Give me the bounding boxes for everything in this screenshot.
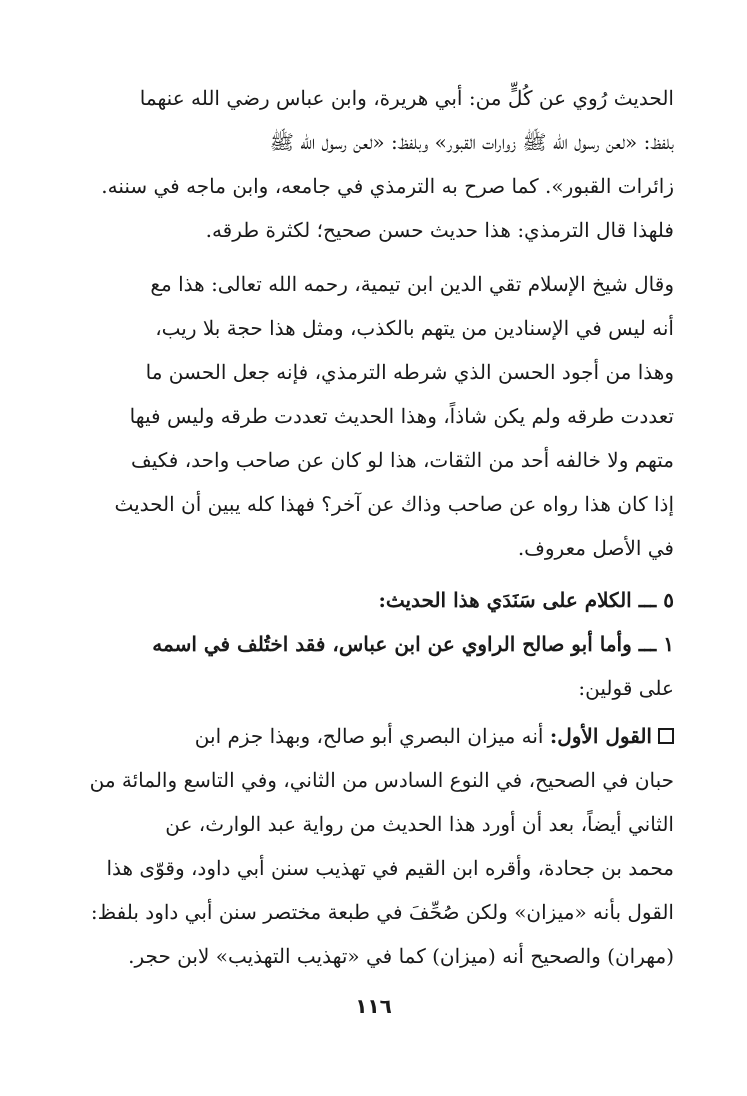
first-opinion-text: أنه ميزان البصري أبو صالح، وبهذا جزم ابن	[194, 724, 544, 748]
first-opinion-line	[74, 714, 674, 758]
text-line: وقال شيخ الإسلام تقي الدين ابن تيمية، رحمه الله تعالى: هذا مع	[150, 272, 674, 296]
page-number: ١١٦	[355, 994, 392, 1018]
text-line: على قولين:	[578, 676, 674, 700]
first-opinion-label: القول الأول:	[549, 724, 652, 748]
text-line: متهم ولا خالفه أحد من الثقات، هذا لو كان عن صاحب واحد، فكيف	[131, 448, 674, 472]
text-line: القول بأنه «ميزان» ولكن صُحِّفَ في طبعة مختصر سنن أبي داود بلفظ:	[90, 900, 674, 924]
text-line: أنه ليس في الإسنادين من يتهم بالكذب، ومثل هذا حجة بلا ريب،	[155, 316, 674, 340]
text-line: تعددت طرقه ولم يكن شاذاً، وهذا الحديث تعددت طرقه وليس فيها	[129, 404, 674, 428]
text-line: بلفظ: «لعن رسول الله ﷺ زوارات القبور» وبلفظ: «لعن رسول الله ﷺ	[269, 130, 674, 154]
checkbox-bullet-icon	[658, 728, 674, 744]
text-line: (مهران) والصحيح أنه (ميزان) كما في «تهذيب التهذيب» لابن حجر.	[128, 944, 674, 968]
text-line: وهذا من أجود الحسن الذي شرطه الترمذي، فإنه جعل الحسن ما	[145, 360, 674, 384]
section-chain-discussion	[74, 578, 674, 710]
text-line: حبان في الصحيح، في النوع السادس من الثاني، وفي التاسع والمائة من	[89, 768, 674, 792]
text-line: إذا كان هذا رواه عن صاحب وذاك عن آخر؟ فهذا كله يبين أن الحديث	[114, 492, 674, 516]
point-heading-line: ١ ـــ وأما أبو صالح الراوي عن ابن عباس، فقد اختُلف في اسمه	[152, 632, 674, 656]
section-heading: ٥ ـــ الكلام على سَنَدَي هذا الحديث:	[378, 588, 674, 612]
text-line: الثاني أيضاً، بعد أن أورد هذا الحديث من رواية عبد الوارث، عن	[165, 812, 674, 836]
text-line: محمد بن جحادة، وأقره ابن القيم في تهذيب سنن أبي داود، وقوّى هذا	[106, 856, 674, 880]
text-line: في الأصل معروف.	[517, 536, 674, 560]
text-line: الحديث رُوي عن كُلٍّ من: أبي هريرة، وابن عباس رضي الله عنهما	[139, 86, 674, 110]
text-line: زائرات القبور». كما صرح به الترمذي في جامعه، وابن ماجه في سننه.	[101, 174, 674, 198]
text-line: فلهذا قال الترمذي: هذا حديث حسن صحيح؛ لكثرة طرقه.	[205, 218, 674, 242]
paragraph-first-opinion	[74, 714, 674, 978]
paragraph-ibn-taymiyyah-quote	[74, 262, 674, 570]
paragraph-hadith-narration	[74, 76, 674, 252]
